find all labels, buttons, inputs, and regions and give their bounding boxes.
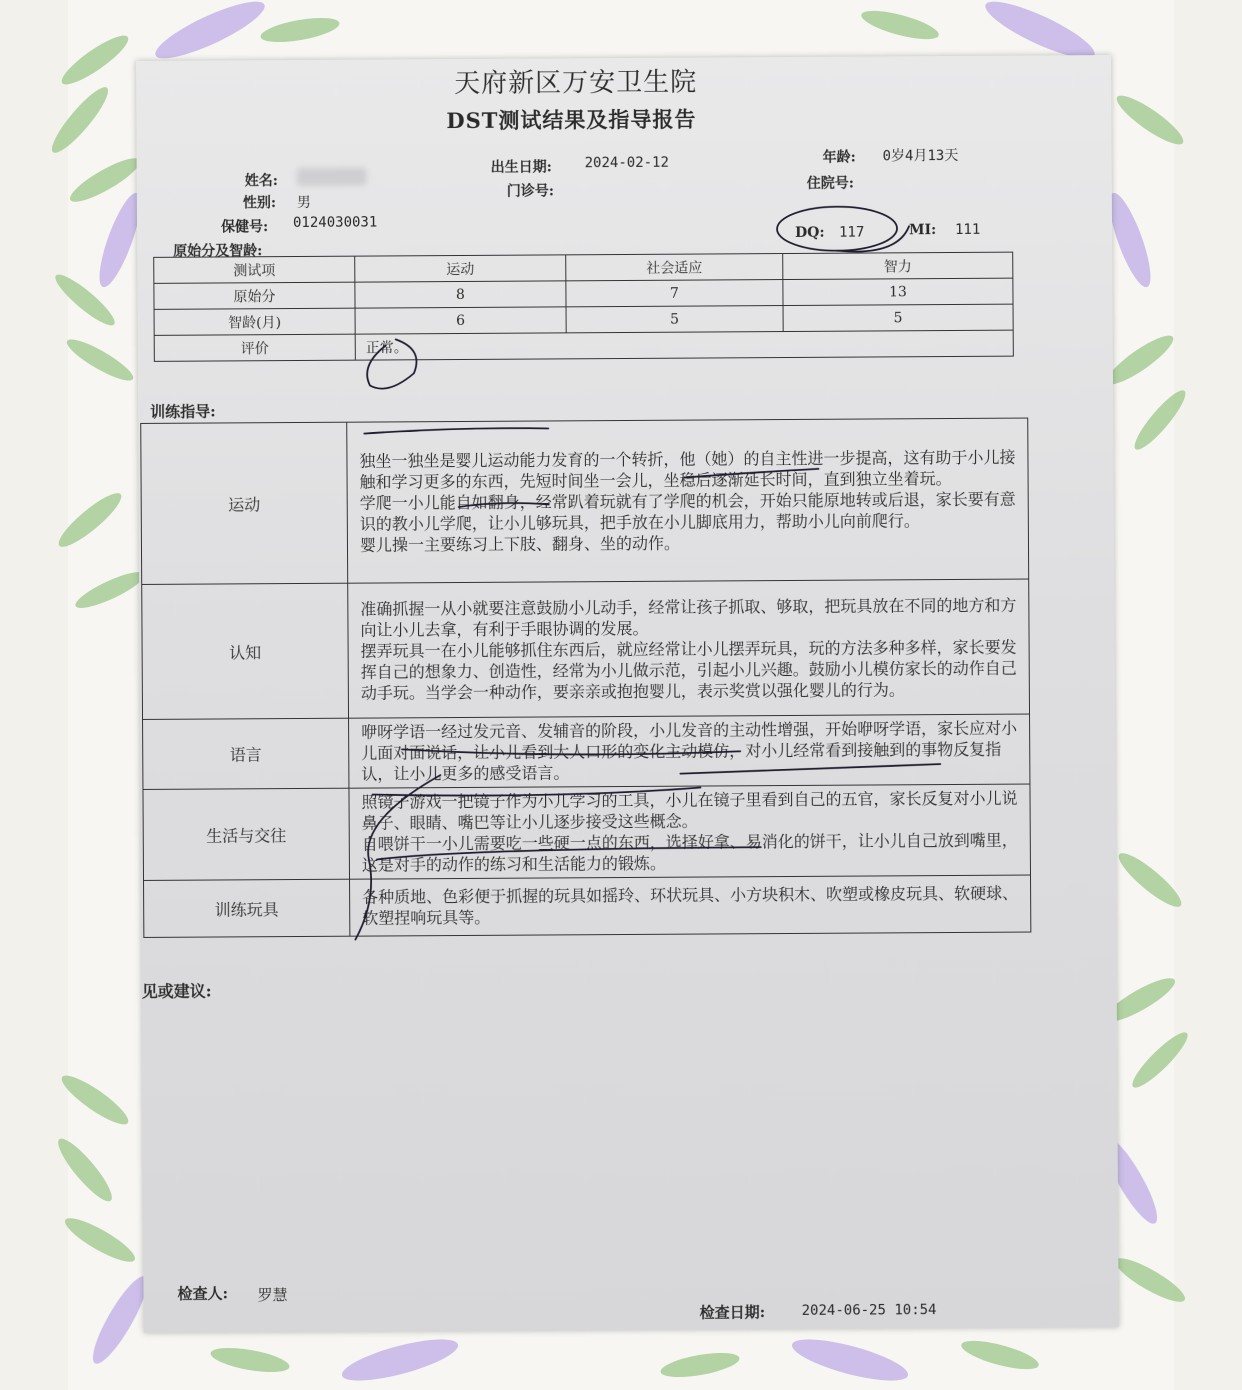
raw-score-motor: 8: [355, 281, 566, 308]
table-row: [141, 418, 1029, 584]
examiner-value: 罗慧: [257, 1286, 288, 1305]
guidance-line: 学爬一小儿能自如翻身，经常趴着玩就有了学爬的机会，开始只能原地转或后退，家长要有意识的教小儿学爬，让小儿够玩具，把手放在小儿脚底用力，帮助小儿向前爬行。: [359, 489, 1016, 534]
name-label: 姓名:: [244, 173, 278, 190]
dob-value: 2024-02-12: [584, 154, 669, 172]
eval-value: 正常。: [355, 330, 1013, 360]
guidance-text-life: [349, 784, 1031, 879]
table-row: [143, 714, 1030, 789]
date-label: 检查日期:: [699, 1303, 766, 1322]
hospital-name: 天府新区万安卫生院: [454, 67, 698, 100]
dq-value: 117: [839, 224, 865, 241]
guidance-line: 照镜子游戏一把镜子作为小儿学习的工具，小儿在镜子里看到自己的五官，家长反复对小儿说鼻子、眼睛、嘴巴等让小儿逐步接受这些概念。: [361, 788, 1018, 833]
mental-age-intelligence: 5: [783, 304, 1013, 331]
guidance-category-language: 语言: [143, 718, 349, 789]
guidance-section-label: 训练指导:: [150, 402, 216, 421]
score-header-motor: 运动: [355, 255, 566, 282]
mi-label: MI:: [909, 222, 937, 239]
date-value: 2024-06-25 10:54: [801, 1302, 937, 1319]
eval-label: 评价: [154, 334, 355, 361]
raw-score-intelligence: 13: [783, 278, 1013, 305]
guidance-category-toys: 训练玩具: [144, 879, 350, 937]
guidance-line: 婴儿操一主要练习上下肢、翻身、坐的动作。: [359, 533, 681, 555]
examiner-label: 检查人:: [177, 1284, 229, 1303]
mi-value: 111: [955, 221, 981, 238]
inpatient-label: 住院号:: [806, 175, 854, 192]
guidance-text-motor: [347, 418, 1029, 583]
table-row: [143, 784, 1031, 880]
clinic-label: 门诊号:: [506, 183, 555, 200]
table-row: [142, 579, 1030, 719]
guidance-category-life: 生活与交往: [143, 788, 350, 880]
table-row: [144, 875, 1031, 937]
gender-label: 性别:: [242, 195, 277, 212]
guidance-text-toys: [350, 875, 1031, 936]
health-id-value: 0124030031: [292, 214, 378, 232]
guidance-line: 准确抓握一从小就要注意鼓励小儿动手，经常让孩子抓取、够取，把玩具放在不同的地方和方向让小儿去拿，有利于手眼协调的发展。: [360, 595, 1017, 640]
guidance-line: 自喂饼干一小儿需要吃一些硬一点的东西，选择好拿、易消化的饼干，让小儿自己放到嘴里，这是对手的动作的练习和生活能力的锻炼。: [361, 830, 1018, 875]
score-header-item: 测试项: [154, 256, 355, 283]
raw-score-label: 原始分: [154, 282, 355, 309]
mental-age-social: 5: [566, 306, 783, 333]
guidance-text-cognition: [348, 579, 1030, 718]
guidance-text-language: [349, 714, 1030, 788]
guidance-line: 独坐一独坐是婴儿运动能力发育的一个转折，他（她）的自主性进一步提高，这有助于小儿接触和学习更多的东西，先短时间坐一会儿，坐稳后逐渐延长时间，直到独立坐着玩。: [359, 447, 1016, 492]
gender-value: 男: [296, 194, 311, 211]
scores-section-label: 原始分及智龄:: [173, 243, 263, 260]
report-paper: [136, 55, 1119, 1333]
mental-age-label: 智龄(月): [154, 308, 355, 335]
health-id-label: 保健号:: [220, 219, 269, 236]
raw-score-social: 7: [566, 280, 783, 307]
table-row: [154, 330, 1013, 361]
score-header-social: 社会适应: [566, 254, 783, 281]
guidance-table: [140, 418, 1031, 938]
guidance-category-cognition: 认知: [142, 583, 349, 719]
guidance-line: 摆弄玩具一在小儿能够抓住东西后，就应经常让小儿摆弄玩具，玩的方法多种多样，家长要发挥自己的想象力、创造性，经常为小儿做示范，引起小儿兴趣。鼓励小儿模仿家长的动作自己动手玩。当学会一种动作，要亲亲或抱抱婴儿，表示奖赏以强化婴儿的行为。: [360, 637, 1017, 703]
name-redacted: [297, 168, 367, 186]
mental-age-motor: 6: [355, 307, 566, 334]
report-title: DST测试结果及指导报告: [446, 106, 697, 134]
score-header-intelligence: 智力: [783, 252, 1013, 279]
guidance-line: 各种质地、色彩便于抓握的玩具如摇玲、环状玩具、小方块积木、吹塑或橡皮玩具、软硬球、软塑捏响玩具等。: [362, 883, 1019, 928]
age-value: 0岁4月13天: [882, 147, 959, 165]
age-label: 年龄:: [822, 149, 856, 166]
score-table: [153, 252, 1014, 362]
guidance-category-motor: 运动: [141, 422, 348, 584]
guidance-line: 咿呀学语一经过发元音、发辅音的阶段，小儿发音的主动性增强，开始咿呀学语，家长应对小儿面对面说话，让小儿看到大人口形的变化主动模仿，对小儿经常看到接触到的事物反复指认，让小儿更多的感受语言。: [361, 718, 1018, 784]
dq-label: DQ:: [795, 224, 825, 241]
opinion-label: 见或建议:: [141, 981, 212, 1001]
dob-label: 出生日期:: [490, 159, 552, 176]
